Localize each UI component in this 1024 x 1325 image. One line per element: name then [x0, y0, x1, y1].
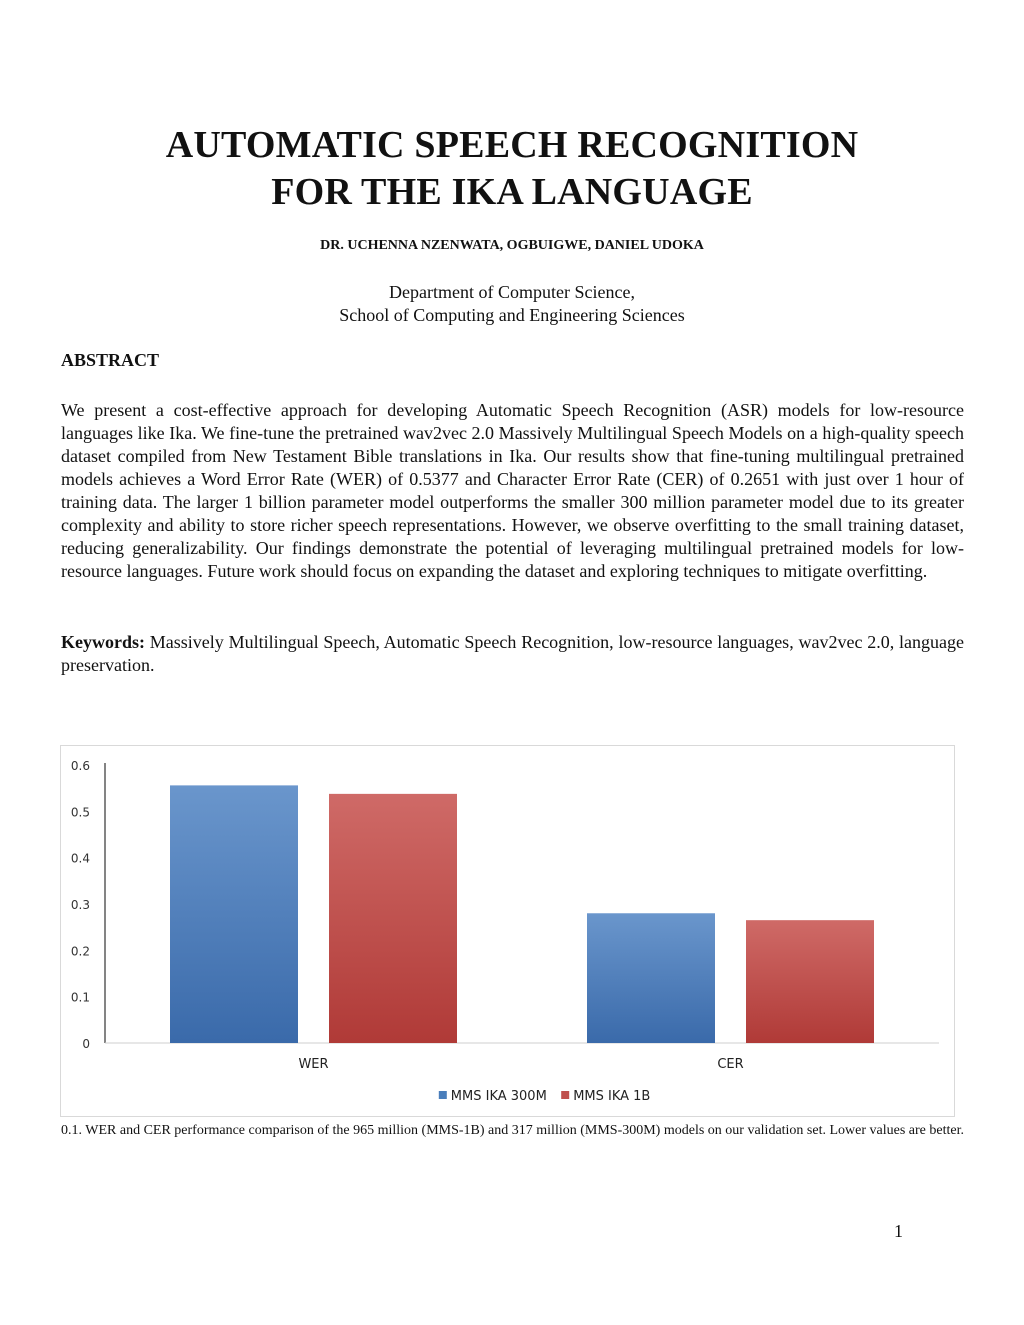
y-tick-label: 0.1 — [70, 990, 90, 1005]
y-tick-label: 0.2 — [70, 944, 90, 959]
keywords — [61, 631, 964, 677]
bar-mms-ika-1b-wer — [329, 794, 457, 1043]
x-category-label: WER — [298, 1057, 329, 1072]
page-number: 1 — [894, 1221, 903, 1241]
bar-chart — [61, 746, 954, 1116]
bar-mms-ika-300m-cer — [587, 913, 715, 1043]
y-tick-label: 0 — [82, 1037, 90, 1051]
bar-mms-ika-1b-cer — [746, 920, 874, 1043]
title-line-1: AUTOMATIC SPEECH RECOGNITION — [165, 124, 859, 166]
figure-caption: 0.1. WER and CER performance comparison of the 965 million (MMS-1B) and 317 million (MMS-300M) models on our validation set. Lower values are better. — [61, 1123, 964, 1138]
affiliation-line-1: Department of Computer Science, — [389, 282, 635, 302]
paper-title — [0, 122, 1024, 216]
legend-label: MMS IKA 300M — [450, 1089, 547, 1104]
y-tick-label: 0.6 — [70, 759, 90, 773]
legend-swatch — [439, 1091, 447, 1099]
y-tick-label: 0.4 — [70, 851, 90, 866]
x-category-label: CER — [717, 1057, 744, 1072]
keywords-label: Keywords: — [61, 632, 145, 652]
affiliation — [0, 281, 1024, 327]
abstract-text: We present a cost-effective approach for developing Automatic Speech Recognition (ASR) models for low-resource languages like Ika. We fine-tune the pretrained wav2vec 2.0 Massively Multilingual Speech Models on a high-quality speech dataset compiled from New Testament Bible translations in Ika. Our results show that fine-tuning multilingual pretrained models achieves a Word Error Rate (WER) of 0.5377 and Character Error Rate (CER) of 0.2651 with just over 1 hour of training data. The larger 1 billion parameter model outperforms the smaller 300 million parameter model due to its greater complexity and ability to store richer speech representations. However, we observe overfitting to the small training dataset, reducing generalizability. Our findings demonstrate the potential of leveraging multilingual pretrained models for low-resource languages. Future work should focus on expanding the dataset and exploring techniques to mitigate overfitting. — [61, 400, 964, 581]
affiliation-line-2: School of Computing and Engineering Sciences — [339, 305, 685, 325]
y-tick-label: 0.5 — [70, 805, 90, 820]
abstract-heading: ABSTRACT — [61, 350, 160, 370]
chart-frame — [60, 745, 955, 1117]
bar-mms-ika-300m-wer — [170, 785, 298, 1043]
keywords-text: Massively Multilingual Speech, Automatic Speech Recognition, low-resource languages, wav2vec 2.0, language preservation. — [61, 632, 965, 675]
authors: DR. UCHENNA NZENWATA, OGBUIGWE, DANIEL UDOKA — [320, 238, 704, 253]
legend-swatch — [561, 1091, 569, 1099]
title-line-2: FOR THE IKA LANGUAGE — [271, 171, 753, 213]
y-tick-label: 0.3 — [70, 898, 90, 912]
legend-label: MMS IKA 1B — [573, 1089, 651, 1104]
